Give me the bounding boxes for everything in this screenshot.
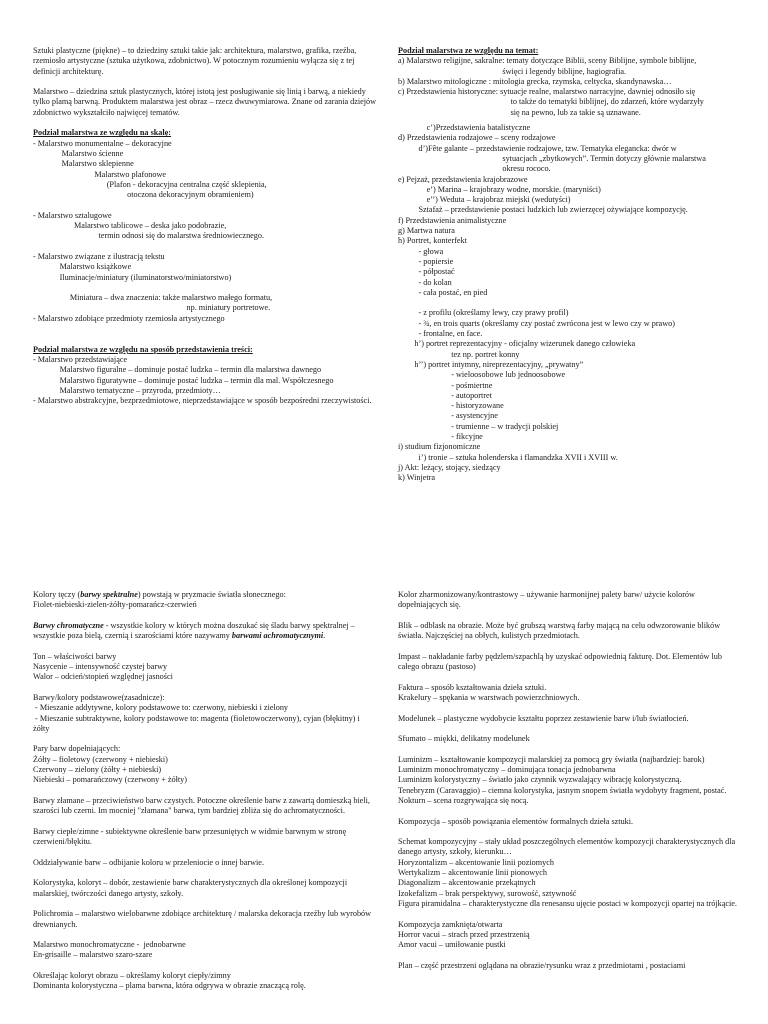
text-line: Nokturn – scena rozgrywająca się nocą. [398,795,529,805]
text-line: - frontalne, en face. [398,329,483,339]
text-line: Horror vacui – strach przed przestrzenią [398,929,530,939]
text-line: Krakelury – spękania w warstwach powierzchniowych. [398,692,580,702]
text-line: Tenebryzm (Caravaggio) – ciemna kolorystyka, jasnym snopem światła wydobyty fragment, postać. [398,785,727,795]
text-line: - Malarstwo sztalugowe [33,210,112,220]
text-line: e’’) Weduta – krajobraz miejski (wedutyści) [398,195,571,205]
text-line: Schemat kompozycyjny – stały układ poszczególnych elementów kompozycji charakterystycznych dla danego artysty, szkoły, kierunku… [398,837,738,857]
section-heading: Podział malarstwa ze względu na skalę: [33,128,172,138]
text-line: - wieloosobowe lub jednoosobowe [398,370,566,380]
text-line: Polichromia – malarstwo wielobarwne zdobiące architekturę / malarska dekoracja rzeźby lub wyrobów drewnianych. [33,909,374,929]
text-line: - cała postać, en pied [398,287,488,297]
text-line: Malarstwo monochromatyczne - jednobarwne [33,940,186,950]
text-line: - popiersie [398,256,454,266]
text-line: h’’) portret intymny, nireprezentacyjny, „prywatny” [398,359,584,369]
text-line: Diagonalizm – akcentowanie przekątnych [398,878,536,888]
text-line [33,590,378,600]
text-line: Malarstwo ścienne [33,148,124,158]
spacer [398,950,743,960]
text-line: Malarstwo tematyczne – przyroda, przedmioty… [33,385,221,395]
text-line: Miniatura – dwa znaczenia: także malarstwo małego formatu, [33,293,273,303]
spacer [33,200,378,210]
text-line: Walor – odcień/stopień względnej jasności [33,672,173,682]
text-line: Luminizm – kształtowanie kompozycji malarskiej za pomocą gry światła (najbardziej: barok) [398,754,705,764]
text-line: Oddziaływanie barw – odbijanie koloru w przeleniocie o innej barwie. [33,857,264,867]
text-line: okresu rococo. [398,164,551,174]
text-line: e) Pejzaż, przedstawienia krajobrazowe [398,174,528,184]
text-line: i’) tronie – sztuka holenderska i flamandzka XVII i XVIII w. [398,452,618,462]
text-line: e’) Marina – krajobrazy wodne, morskie. (maryniści) [398,184,601,194]
text-line: - historyzowane [398,401,504,411]
text-line: Barwy ciepłe/zimne - subiektywne określenie barw przesuniętych w widmie barwnym w stronę czerwieni/błękitu. [33,826,349,847]
spacer [33,283,378,293]
spacer [398,611,743,621]
text-line: Malarstwo figuratywne – dominuje postać ludzka – termin dla mal. Współczesnego [33,375,334,385]
spacer [33,324,378,334]
text-line: Dominanta kolorystyczna – plama barwna, która odgrywa w obrazie znaczącą rolę. [33,981,306,991]
text-line: (Plafon - dekoracyjna centralna część sklepienia, [33,179,267,189]
text-line: Modelunek – plastyczne wydobycie kształtu poprzez zestawienie barw i/lub światłocień. [398,713,689,723]
text-line: Wertykalizm – akcentowanie linii pionowych [398,868,547,878]
text-line: Malarstwo plafonowe [33,169,167,179]
text-line: i) studium fizjonomiczne [398,442,481,452]
text-line: Nasycenie – intensywność czystej barwy [33,662,168,672]
spacer [33,118,378,128]
text-line: - fikcyjne [398,431,483,441]
text-line: Izokefalizm – brak perspektywy, surowość, sztywność [398,888,577,898]
spacer [33,961,378,971]
text-line: d’)Fête galante – przedstawienie rodzajowe, tzw. Tematyka elegancka: dwór w [398,143,677,153]
text-line: Figura piramidalna – charakterystyczne dla renesansu ujęcie postaci w kompozycji opartej na trójkącie. [398,898,737,908]
text-line: Iluminacje/miniatury (iluminatorstwo/miniatorstwo) [33,272,232,282]
text-line [33,621,378,642]
text-line: Żółty – fioletowy (czerwony + niebieski) [33,754,168,764]
text-line: c) Przedstawienia historyczne: sytuacje realne, malarstwo narracyjne, dawniej odnosiło się [398,87,696,97]
spacer [33,868,378,878]
text-line: b) Malarstwo mitologiczne : mitologia grecka, rzymska, celtycka, skandynawska… [398,76,672,86]
text-line: - Malarstwo zdobiące przedmioty rzemiosła artystycznego [33,313,225,323]
spacer [33,899,378,909]
spacer [33,641,378,651]
spacer [33,734,378,744]
section-heading: Podział malarstwa ze względu na temat: [398,46,539,55]
spacer [33,242,378,252]
bottom-left-column [33,590,378,992]
text-line: Horyzontalizm – akcentowanie linii poziomych [398,857,554,867]
text-line: Luminizm monochromatyczny – dominująca tonacja jednobarwna [398,765,616,775]
text-line: tez np. portret konny [398,349,520,359]
text-line: - z profilu (określamy lewy, czy prawy profil) [398,308,569,318]
text-line: Określając koloryt obrazu – określamy koloryt ciepły/zimny [33,970,231,980]
spacer [33,847,378,857]
text-line: - asystencyjne [398,411,498,421]
text-line: - trumienne – w tradycji polskiej [398,421,559,431]
text-line: c’)Przedstawienia batalistyczne [398,123,531,133]
spacer [398,744,743,754]
text-line: Malarstwo figuralne – dominuje postać ludzka – termin dla malarstwa dawnego [33,365,322,375]
text-line: Sfumato – miękki, delikatny modelunek [398,734,530,744]
spacer [33,334,378,344]
spacer [398,703,743,713]
bold-term: Barwy chromatyczne [33,620,104,630]
spacer [33,683,378,693]
text-line: - ¾, en trois quarts (określamy czy postać zwrócona jest w lewo czy w prawo) [398,318,675,328]
text-line: Faktura – sposób kształtowania dzieła sztuki. [398,682,547,692]
text-line: h) Portret, konterfekt [398,236,467,246]
text-run: ) powstają w pryzmacie światła słonecznego: [137,590,286,599]
text-line: Malarstwo tablicowe – deska jako podobrazie, [33,221,227,231]
section-heading: Podział malarstwa ze względu na sposób przedstawienia treści: [33,344,253,354]
text-line: Luminizm kolorystyczny – światło jako czynnik wyzwalający wibrację kolorystyczną. [398,775,682,785]
text-line: święci i legendy biblijne, hagiografia. [398,66,627,76]
text-line: otoczona dekoracyjnym obramieniem) [33,190,254,200]
text-line: Impast – nakładanie farby pędzlem/szpachlą by uzyskać odpowiednią fakturę. Dot. Elementów lub całego obrazu (pastoso) [398,651,725,672]
top-right-column [398,46,743,483]
text-line: - Malarstwo abstrakcyjne, bezprzedmiotowe, nieprzedstawiające w sposób bezpośredni rzeczywistości. [33,396,372,406]
spacer [398,672,743,682]
text-line: Ton – właściwości barwy [33,651,117,661]
spacer [33,930,378,940]
text-line: to także do tematyki biblijnej, do zdarzeń, które wydarzyły [398,97,704,107]
text-line: g) Martwa natura [398,226,455,236]
text-line: Fiolet-niebieski-zielen-żółty-pomarańcz-czerwień [33,600,197,610]
text-line: np. miniatury portretowe. [33,303,271,313]
text-line: Kompozycja – sposób powiązania elementów formalnych dzieła sztuki. [398,816,634,826]
spacer [398,806,743,816]
text-run: Kolory tęczy ( [33,590,81,599]
text-line: Niebieski – pomarańczowy (czerwony + żółty) [33,775,187,785]
text-line: Pary barw dopełniających: [33,744,121,754]
spacer [398,724,743,734]
text-line: - głowa [398,246,444,256]
text-line: Plan – część przestrzeni oglądana na obrazie/rysunku wraz z przedmiotami , postaciami [398,960,686,970]
spacer [398,641,743,651]
text-line: - autoportret [398,390,492,400]
bold-term: barwy spektralne [80,590,138,599]
text-line: termin odnosi się do malarstwa średniowiecznego. [33,231,265,241]
text-line: Amor vacui – umiłowanie pustki [398,940,506,950]
text-line: h’) portret reprezentacyjny - oficjalny wizerunek danego człowieka [398,339,636,349]
spacer [33,786,378,796]
text-line: - Malarstwo związane z ilustracją tekstu [33,251,165,261]
spacer [398,298,743,308]
text-line: - Mieszanie addytywne, kolory podstawowe to: czerwony, niebieski i zielony [33,703,289,713]
text-line: - Mieszanie subtraktywne, kolory podstawowe to: magenta (fioletowoczerwony), cyjan (błękitny) i żółty [33,713,362,733]
text-line: - pośmiertne [398,380,493,390]
text-line: - Malarstwo monumentalne – dekoracyjne [33,138,172,148]
text-line: d) Przedstawienia rodzajowe – sceny rodzajowe [398,133,556,143]
text-line: Kolor zharmonizowany/kontrastowy – używanie harmonijnej palety barw/ użycie kolorów dopełniających się. [398,590,697,610]
text-line: Malarstwo sklepienne [33,159,134,169]
text-line: się na pewno, lub za takie są uznawane. [398,107,641,117]
text-line: Czerwony – zielony (żółty + niebieski) [33,765,162,775]
text-line: Blik – odblask na obrazie. Może być grubszą warstwą farby mającą na celu odwzorowanie blików światła. Najczęściej na obłych, kulistych przedmiotach. [398,620,723,641]
spacer [398,827,743,837]
bottom-right-column [398,590,743,971]
text-line: En-grisaille – malarstwo szaro-szare [33,950,153,960]
text-line: - półpostać [398,267,455,277]
text-run: . [323,631,326,641]
text-line: - Malarstwo przedstawiające [33,354,128,364]
text-line: Barwy/kolory podstawowe(zasadnicze): [33,692,165,702]
spacer [398,909,743,919]
text-line: Barwy złamane – przeciwieństwo barw czystych. Potoczne określenie barw z zawartą domieszką bieli, szarości lub czerni. Im mocniej "złamana" barwa, tym bardziej zbliża się do achromatyczności. [33,795,372,816]
spacer [33,611,378,621]
spacer [33,77,378,87]
text-line: Sztafaż – przedstawienie postaci ludzkich lub zwierzęcej ożywiające kompozycję. [398,205,688,215]
text-line: Kolorystyka, koloryt – dobór, zestawienie barw charakterystycznych dla określonej kompozycji malarskiej, twórczości danego artysty, szkoły. [33,878,350,898]
text-line: sytuacjach „zbytkowych”. Termin dotyczy głównie malarstwa [398,153,706,163]
spacer [33,817,378,827]
text-line: Sztuki plastyczne (piękne) – to dziedziny sztuki takie jak: architektura, malarstwo, grafika, rzeźba, rzemiosło artystyczne (sztuka użytkowa, zdobnictwo). W potocznym rozumieniu wyłącza się z tej definicji architekturę. [33,46,359,76]
text-line: Malarstwo – dziedzina sztuk plastycznych, której istotą jest posługiwanie się linią i barwą, a niekiedy tylko plamą barwną. Produktem malarstwa jest obraz – rzecz dwuwymiarowa. Znane od zarania dziejów zdobnictwo wykształciło najwięcej tematów. [33,87,379,117]
top-left-column [33,46,378,406]
text-line: a) Malarstwo religijne, sakralne: tematy dotyczące Biblii, sceny Biblijne, symbole biblijne, [398,56,697,66]
text-line: f) Przedstawienia animalistyczne [398,215,507,225]
text-line: Malarstwo książkowe [33,262,132,272]
text-line: k) Winjetra [398,473,436,483]
bold-term: barwami achromatycznymi [231,631,324,641]
text-line: Kompozycja zamknięta/otwarta [398,919,503,929]
text-run: - wszystkie kolory w których można doszukać się śladu barwy spektralnej – wszystkie poza bielą, czernią i szarościami które nazywamy [33,620,357,641]
text-line: j) Akt: leżący, stojący, siedzący [398,462,501,472]
text-line: - do kolan [398,277,452,287]
